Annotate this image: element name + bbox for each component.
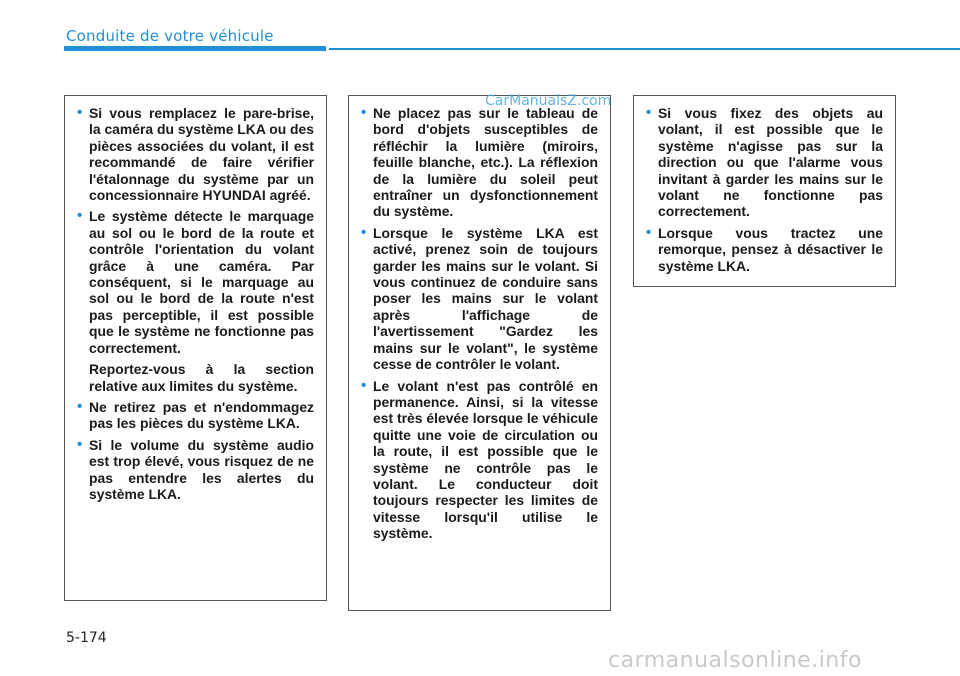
- bullet-icon: •: [361, 376, 367, 394]
- list-item: • Si vous fixez des objets au volant, il est possible que le système n'agisse pas sur la direction ou que l'alarme vous invitant à garder les mains sur le volant ne fonctionne pas correctement.: [646, 104, 883, 220]
- page-number: 5-174: [66, 630, 107, 646]
- bullet-icon: •: [77, 207, 83, 225]
- bullet-icon: •: [77, 104, 83, 121]
- bullet-icon: •: [77, 397, 83, 415]
- list-item-note: Reportez-vous à la section relative aux limites du système.: [89, 361, 314, 394]
- list-item: • Le système détecte le marquage au sol ou le bord de la route et contrôle l'orientation du volant grâce à une caméra. Par conséquent, si le marquage au sol ou le bord de la route n'est pas perceptible, il est possible que le système ne fonctionne pas correctement. Reportez-vous à la section relative aux limites du système.: [77, 207, 314, 394]
- watermark-top: CarManualsZ.com: [485, 93, 612, 109]
- header-bar-thin: [329, 48, 960, 50]
- bullet-icon: •: [361, 104, 367, 121]
- list-item: • Lorsque vous tractez une remorque, pensez à désactiver le système LKA.: [646, 223, 883, 274]
- list-item: • Si le volume du système audio est trop élevé, vous risquez de ne pas entendre les alertes du système LKA.: [77, 435, 314, 502]
- bullet-icon: •: [646, 104, 652, 121]
- list-item: • Ne retirez pas et n'endommagez pas les pièces du système LKA.: [77, 397, 314, 432]
- header-bar-thick: [64, 46, 326, 51]
- bullet-icon: •: [77, 435, 83, 453]
- list-item: • Le volant n'est pas contrôlé en permanence. Ainsi, si la vitesse est très élevée lorsque le véhicule quitte une voie de circulation ou la route, il est possible que le système ne contrôle pas le volant. Le conducteur doit toujours respecter les limites de vitesse lorsqu'il utilise le système.: [361, 376, 598, 542]
- caution-box-1: [64, 95, 327, 601]
- list-item: • Lorsque le système LKA est activé, prenez soin de toujours garder les mains sur le volant. Si vous continuez de conduire sans poser les mains sur le volant après l'affichage de l'avertissement "Gardez les mains sur le volant", le système cesse de contrôler le volant.: [361, 223, 598, 373]
- bullet-icon: •: [361, 223, 367, 241]
- caution-box-3: [633, 95, 896, 287]
- list-item: • Ne placez pas sur le tableau de bord d'objets susceptibles de réfléchir la lumière (miroirs, feuille blanche, etc.). La réflexion de la lumière du soleil peut entraîner un dysfonctionnement du système.: [361, 104, 598, 220]
- bullet-icon: •: [646, 223, 652, 241]
- caution-box-2: [348, 95, 611, 611]
- section-title: Conduite de votre véhicule: [66, 27, 274, 45]
- list-item: • Si vous remplacez le pare-brise, la caméra du système LKA ou des pièces associées du volant, il est recommandé de faire vérifier l'étalonnage du système par un concessionnaire HYUNDAI agréé.: [77, 104, 314, 204]
- footer-watermark: carmanualsonline.info: [608, 648, 862, 673]
